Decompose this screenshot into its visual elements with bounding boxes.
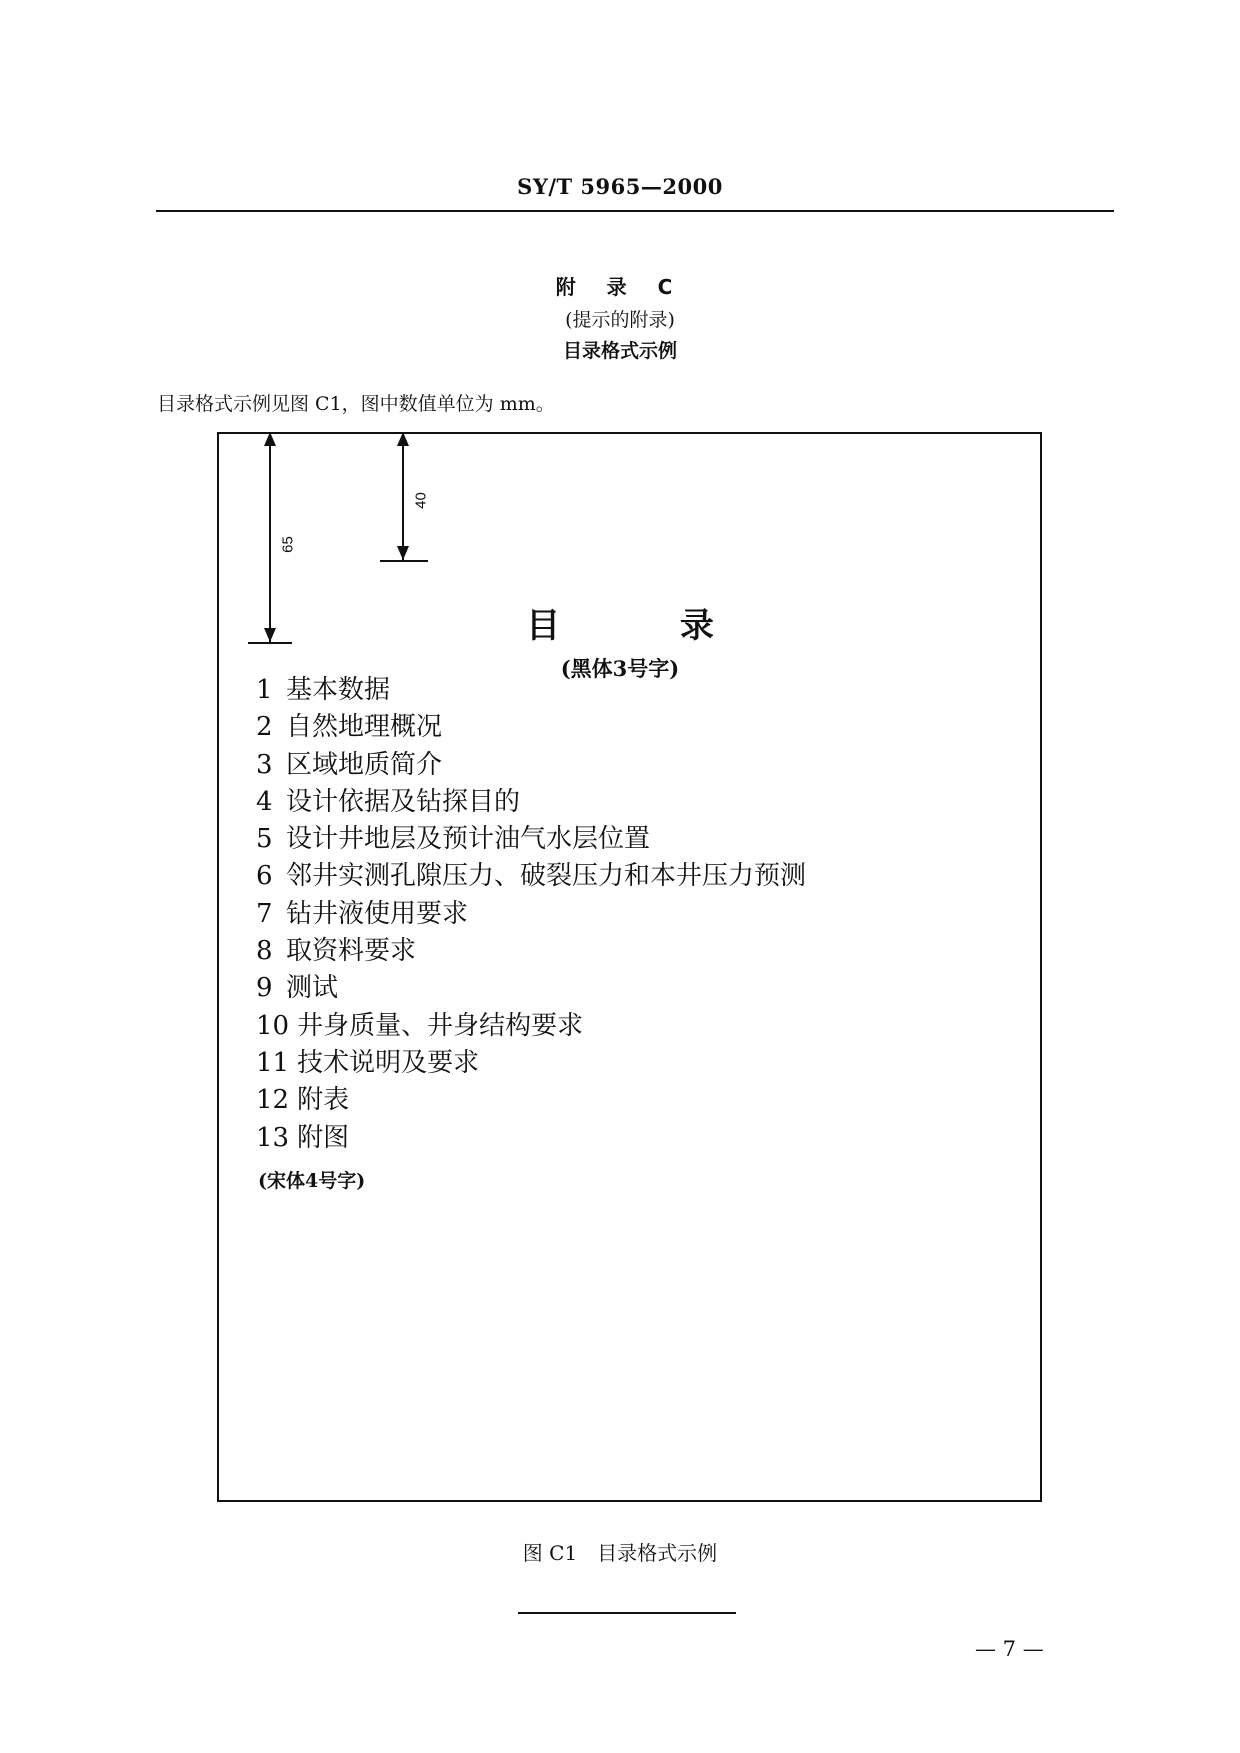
toc-item-text: 附图 (297, 1122, 350, 1153)
toc-item-number: 11 (256, 1047, 290, 1078)
items-font-note: (宋体4号字) (258, 1170, 366, 1192)
toc-item-number: 2 (256, 712, 273, 743)
standard-code: SY/T 5965—2000 (517, 174, 723, 199)
toc-item-text: 技术说明及要求 (297, 1047, 480, 1078)
header-rule (156, 210, 1114, 212)
appendix-name: 目录格式示例 (562, 340, 677, 362)
toc-item-text: 自然地理概况 (286, 712, 443, 743)
intro-paragraph: 目录格式示例见图 C1，图中数值单位为 mm。 (157, 393, 555, 415)
dimension-tick (380, 560, 428, 562)
figure-caption: 图 C1 目录格式示例 (522, 1541, 718, 1565)
dimension-label: 65 (279, 536, 297, 553)
toc-item (256, 672, 806, 709)
appendix-title: 附 录 C (555, 275, 685, 299)
toc-item-text: 钻井液使用要求 (286, 898, 469, 929)
toc-item-number: 7 (256, 898, 273, 929)
toc-item (256, 784, 806, 821)
toc-item (256, 821, 806, 858)
toc-item (256, 970, 806, 1007)
toc-item-number: 12 (256, 1085, 290, 1116)
toc-title-font-note: (黑体3号字) (560, 656, 680, 681)
toc-item (256, 1008, 806, 1045)
toc-item (256, 709, 806, 746)
toc-item-number: 3 (256, 749, 273, 780)
end-rule (518, 1612, 736, 1614)
arrow-down-icon (397, 546, 409, 560)
toc-item-text: 取资料要求 (286, 936, 417, 967)
toc-item-number: 9 (256, 973, 273, 1004)
dimension-line (402, 432, 404, 560)
toc-item (256, 1082, 806, 1119)
toc-list (256, 672, 806, 1157)
toc-item-text: 基本数据 (286, 675, 391, 705)
toc-item-number: 1 (256, 675, 273, 705)
arrow-up-icon (264, 432, 276, 446)
toc-item-number: 4 (256, 786, 273, 817)
toc-item-number: 6 (256, 861, 273, 892)
toc-item (256, 1120, 806, 1157)
toc-item-text: 设计依据及钻探目的 (286, 786, 521, 817)
appendix-subtitle: (提示的附录) (565, 309, 675, 331)
dimension-40 (380, 432, 450, 562)
toc-item-number: 8 (256, 936, 273, 967)
toc-item-text: 附表 (297, 1085, 350, 1116)
page-number: — 7 — (975, 1637, 1044, 1661)
toc-title: 目 录 (526, 606, 768, 646)
arrow-up-icon (397, 432, 409, 446)
toc-item-text: 区域地质简介 (286, 749, 443, 780)
toc-item (256, 858, 806, 895)
toc-item-text: 测试 (286, 973, 339, 1004)
toc-item (256, 896, 806, 933)
toc-item-number: 10 (256, 1010, 290, 1041)
toc-item (256, 933, 806, 970)
toc-item-text: 井身质量、井身结构要求 (297, 1010, 584, 1041)
toc-item-text: 邻井实测孔隙压力、破裂压力和本井压力预测 (286, 861, 807, 892)
toc-item-text: 设计井地层及预计油气水层位置 (286, 824, 651, 855)
dimension-label: 40 (412, 492, 430, 509)
toc-item (256, 747, 806, 784)
toc-item-number: 13 (256, 1122, 290, 1153)
toc-item-number: 5 (256, 824, 273, 855)
toc-item (256, 1045, 806, 1082)
